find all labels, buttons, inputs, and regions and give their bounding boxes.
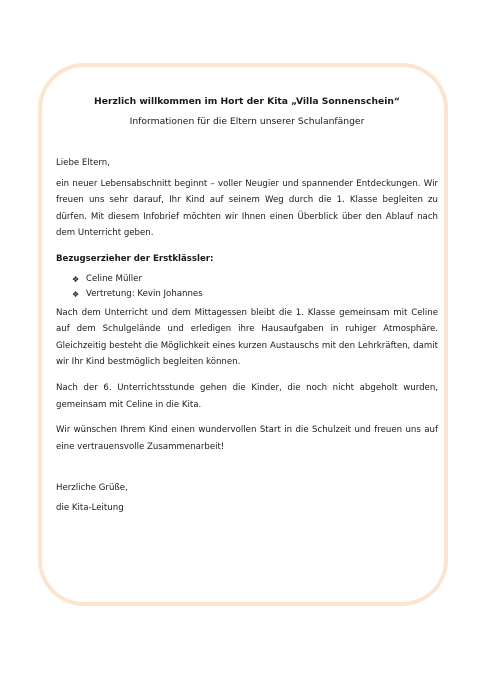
diamond-bullet-icon: ❖ (72, 289, 80, 299)
signature: die Kita-Leitung (56, 502, 124, 513)
staff-list-item (72, 287, 438, 302)
intro-paragraph: ein neuer Lebensabschnitt beginnt – voller Neugier und spannender Entdeckungen. Wir freuen uns sehr darauf, Ihr Kind auf seinem Weg durch die 1. Klasse begleiten zu dürfen. Mit diesem Infobrief möchten wir Ihnen einen Überblick über den Ablauf nach dem Unterricht geben. (56, 178, 438, 239)
afternoon-paragraph: Nach dem Unterricht und dem Mittagessen bleibt die 1. Klasse gemeinsam mit Celine auf dem Schulgelände und erledigen ihre Hausaufgaben in ruhiger Atmosphäre. Gleichzeitig besteht die Möglichkeit eines kurzen Austauschs mit den Lehrkräften, damit wir Ihr Kind bestmöglich begleiten können. (56, 307, 438, 368)
closing-greeting: Herzliche Grüße, (56, 483, 128, 494)
wishes-paragraph: Wir wünschen Ihrem Kind einen wundervollen Start in die Schulzeit und freuen uns auf eine vertrauensvolle Zusammenarbeit! (56, 425, 438, 452)
pickup-paragraph: Nach der 6. Unterrichtsstunde gehen die Kinder, die noch nicht abgeholt wurden, gemeinsam mit Celine in die Kita. (56, 382, 438, 410)
letter-title: Herzlich willkommen im Hort der Kita „Villa Sonnenschein“ (94, 96, 400, 107)
letter-body (56, 95, 438, 517)
letter-subtitle: Informationen für die Eltern unserer Schulanfänger (129, 116, 365, 127)
staff-list (56, 272, 438, 302)
staff-name: Celine Müller (86, 273, 142, 284)
salutation: Liebe Eltern, (56, 158, 110, 168)
staff-name: Vertretung: Kevin Johannes (86, 288, 203, 299)
diamond-bullet-icon: ❖ (72, 274, 80, 284)
staff-list-item (72, 272, 438, 287)
staff-heading: Bezugserzieher der Erstklässler: (56, 253, 214, 264)
